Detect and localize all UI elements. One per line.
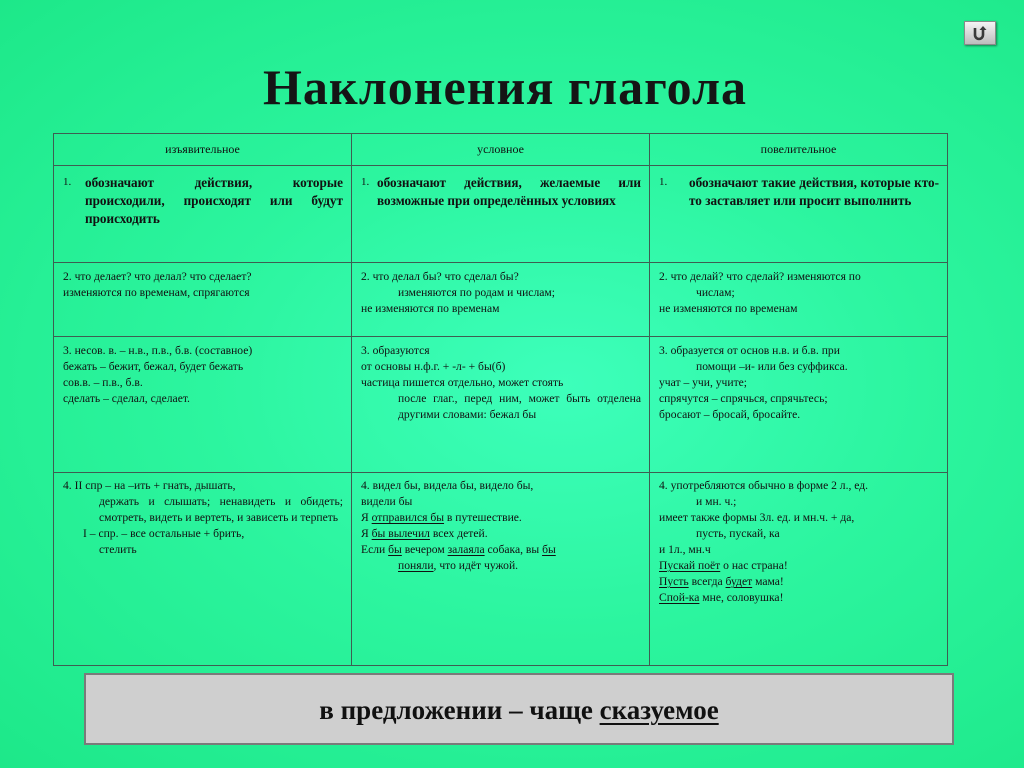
cell-imperative-meaning: 1. обозначают такие действия, которые кто-то заставляет или просит выполнить: [650, 166, 948, 263]
table-header-row: [54, 134, 948, 166]
example-sentence: Если бы вечером залаяла собака, вы бы: [361, 543, 556, 556]
back-button[interactable]: [964, 21, 996, 45]
page-title: Наклонения глагола: [263, 59, 747, 115]
header-conditional: условное: [352, 134, 650, 166]
summary-text: в предложении – чаще: [319, 695, 600, 725]
moods-table: [53, 133, 948, 666]
cell-imperative-forms: 3. образуется от основ н.в. и б.в. при помощи –и- или без суффикса. учат – учи, учите; спрячутся – спрячься, спрячьтесь; бросают – бросай, бросайте.: [650, 337, 948, 473]
cell-indicative-conjugation: 4. II спр – на –ить + гнать, дышать, держать и слышать; ненавидеть и обидеть; смотреть, видеть и вертеть, и зависеть и терпеть I – спр. – все остальные + брить, стелить: [54, 473, 352, 666]
cell-imperative-examples: 4. употребляются обычно в форме 2 л., ед. и мн. ч.; имеет также формы 3л. ед. и мн.ч. + да, пусть, пускай, ка и 1л., мн.ч Пускай поёт о нас страна! Пусть всегда будет мама! Спой-ка мне, соловушка!: [650, 473, 948, 666]
cell-indicative-questions: 2. что делает? что делал? что сделает? изменяются по временам, спрягаются: [54, 263, 352, 337]
cell-conditional-forms: 3. образуются от основы н.ф.г. + -л- + бы(б) частица пишется отдельно, может стоять после глаг., перед ним, может быть отделена другими словами: бежал бы: [352, 337, 650, 473]
cell-indicative-forms: 3. несов. в. – н.в., п.в., б.в. (составное) бежать – бежит, бежал, будет бежать сов.в. – п.в., б.в. сделать – сделал, сделает.: [54, 337, 352, 473]
example-sentence: Я бы вылечил всех детей.: [361, 527, 488, 540]
example-sentence: Спой-ка мне, соловушка!: [659, 591, 784, 604]
cell-indicative-meaning: 1. обозначают действия, которые происходили, происходят или будут происходить: [54, 166, 352, 263]
header-indicative: изъявительное: [54, 134, 352, 166]
example-sentence: Пускай поёт о нас страна!: [659, 559, 788, 572]
table-row: [54, 473, 948, 666]
table-row: [54, 337, 948, 473]
example-sentence: Пусть всегда будет мама!: [659, 575, 784, 588]
table-row: [54, 166, 948, 263]
summary-box: [84, 673, 954, 745]
cell-imperative-questions: 2. что делай? что сделай? изменяются по числам; не изменяются по временам: [650, 263, 948, 337]
example-sentence: Я отправился бы в путешествие.: [361, 511, 522, 524]
table-row: [54, 263, 948, 337]
return-arrow-icon: [971, 25, 989, 41]
cell-conditional-examples: 4. видел бы, видела бы, видело бы, видели бы Я отправился бы в путешествие. Я бы вылечил всех детей. Если бы вечером залаяла собака, вы бы поняли, что идёт чужой.: [352, 473, 650, 666]
summary-underlined: сказуемое: [599, 695, 719, 725]
example-sentence: поняли, что идёт чужой.: [398, 559, 519, 572]
cell-conditional-questions: 2. что делал бы? что сделал бы? изменяются по родам и числам; не изменяются по временам: [352, 263, 650, 337]
cell-conditional-meaning: 1. обозначают действия, желаемые или возможные при определённых условиях: [352, 166, 650, 263]
header-imperative: повелительное: [650, 134, 948, 166]
